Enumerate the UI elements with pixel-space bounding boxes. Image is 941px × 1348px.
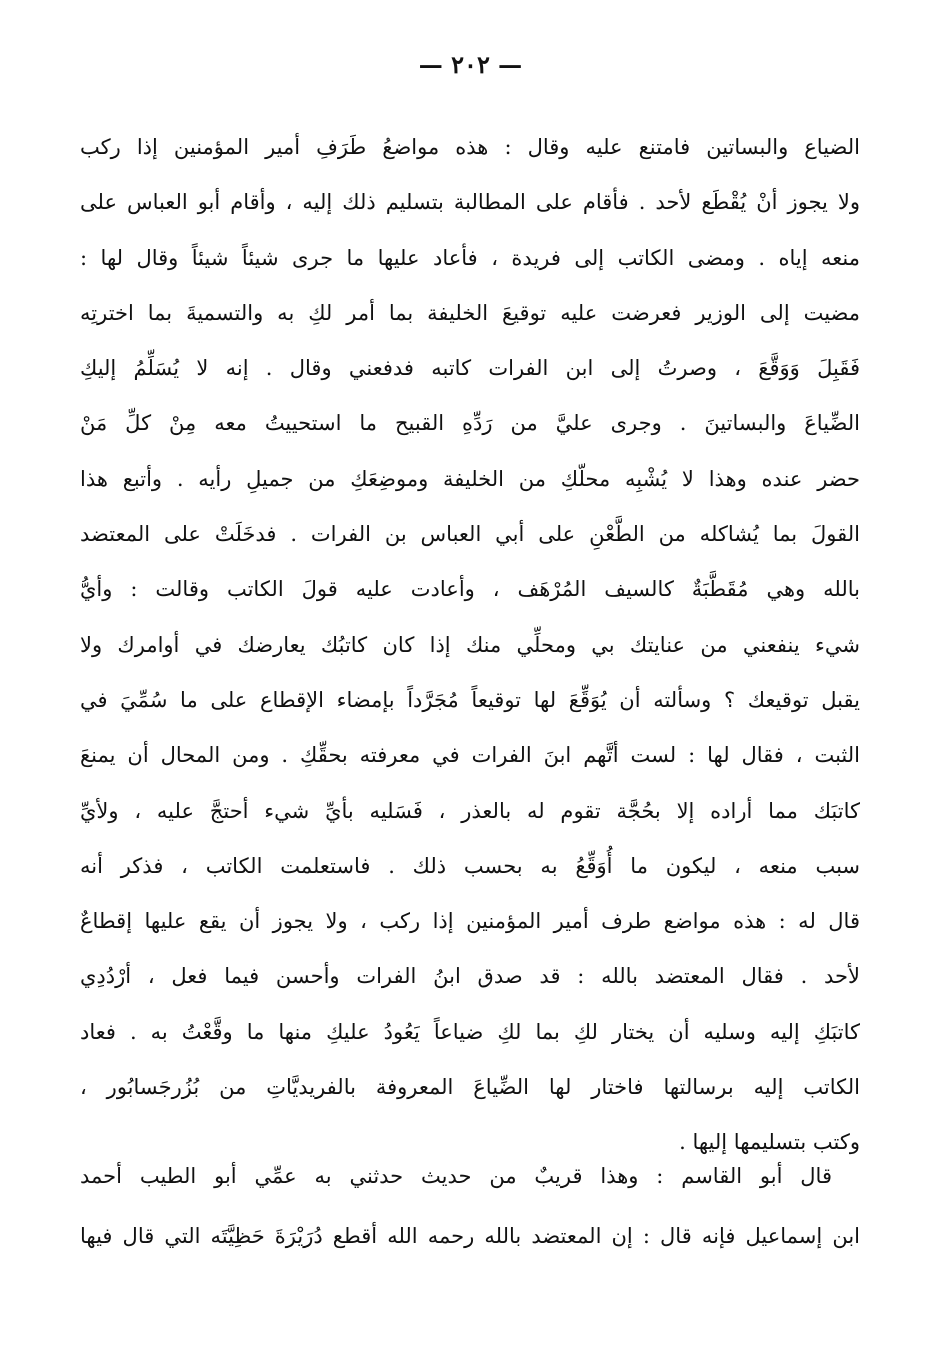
text-line: يقبل توقيعك ؟ وسألته أن يُوَقِّعَ لها توقيعاً مُجَرَّداً بإمضاء الإقطاع على ما سُمِّيَ في xyxy=(80,687,860,712)
text-line: ولا يجوز أنْ يُقْطَع لأحد . فأقام على المطالبة بتسليم ذلك إليه ، وأقام أبو العباس على xyxy=(80,190,860,215)
text-line: مضيت إلى الوزير فعرضت عليه توقيعَ الخليفة بما أمر لكِ به والتسميةَ بما اخترتِه xyxy=(80,300,860,325)
paragraph-1 xyxy=(80,120,860,1171)
paragraph-2 xyxy=(80,1146,860,1266)
text-line: الثبت ، فقال لها : لست أتَّهم ابنَ الفرات في معرفته بحقِّكِ . ومن المحال أن يمنعَ xyxy=(80,743,860,768)
text-line: لأحد . فقال المعتضد بالله : قد صدق ابنُ الفرات وأحسن فيما فعل ، أرْدُدِي xyxy=(80,964,860,989)
text-line: كاتبَكِ إليه وسليه أن يختار لكِ بما لكِ ضياعاً يَعُودُ عليكِ منها ما وقَّعْتُ به . فعاد xyxy=(80,1019,860,1044)
text-line: حضر عنده وهذا لا يُشْبِه محلّكِ من الخليفة وموضِعَكِ من جميلِ رأيه . وأتبع هذا xyxy=(80,466,860,491)
text-line: منعه إياه . ومضى الكاتب إلى فريدة ، فأعاد عليها ما جرى شيئاً شيئاً وقال لها : xyxy=(80,245,860,270)
text-line: قال له : هذه مواضع طرف أمير المؤمنين إذا ركب ، ولا يجوز أن يقع عليها إقطاعٌ xyxy=(80,909,860,934)
text-line: شيء ينفعني من عنايتك بي ومحلِّي منك إذا كان كاتبُك يعارضك في أوامرك ولا xyxy=(80,632,860,657)
text-line: الضِّياعَ والبساتينَ . وجرى عليَّ من رَدِّهِ القبيح ما استحييتُ معه مِنْ كلِّ مَنْ xyxy=(80,411,860,436)
text-line: بالله وهي مُقَطَّبَةٌ كالسيف المُرْهَف ، وأعادت عليه قولَ الكاتب وقالت : وأيُّ xyxy=(80,577,860,602)
text-line: قال أبو القاسم : وهذا قريبٌ من حديث حدثني به عمِّي أبو الطيب أحمد xyxy=(80,1164,832,1188)
text-line: فَقَبِلَ وَوَقَّعَ ، وصرتُ إلى ابن الفرات كاتبه فدفعني وقال . إنه لا يُسَلِّمُ إليكِ xyxy=(80,356,860,381)
page-number: — ٢٠٢ — xyxy=(418,50,523,79)
text-line: القولَ بما يُشاكله من الطَّعْنِ على أبي العباس بن الفرات . فدخَلَتْ على المعتضد xyxy=(80,522,860,547)
text-line: سبب منعه ، ليكون ما أُوَقِّعُ به بحسب ذلك . فاستعلمت الكاتب ، فذكر أنه xyxy=(80,853,860,878)
text-line: الكاتب إليه برسالتها فاختار لها الضِّياعَ المعروفة بالفريديَّاتِ من بُزُرجَسابُور ، xyxy=(80,1075,860,1100)
text-line: كاتبَك مما أراده إلا بحُجَّة تقوم له بالعذر ، فَسَليه بأيِّ شيء أحتجَّ عليه ، ولأيِّ xyxy=(80,798,860,823)
text-line: الضياع والبساتين فامتنع عليه وقال : هذه مواضعُ طَرَفِ أمير المؤمنين إذا ركب xyxy=(80,135,860,159)
text-line: وكتب بتسليمها إليها . xyxy=(679,1130,860,1155)
text-line: ابن إسماعيل فإنه قال : إن المعتضد بالله رحمه الله أقطع دُرَيْرَةَ حَظِيَّتَه التي قال فيها xyxy=(80,1224,860,1248)
